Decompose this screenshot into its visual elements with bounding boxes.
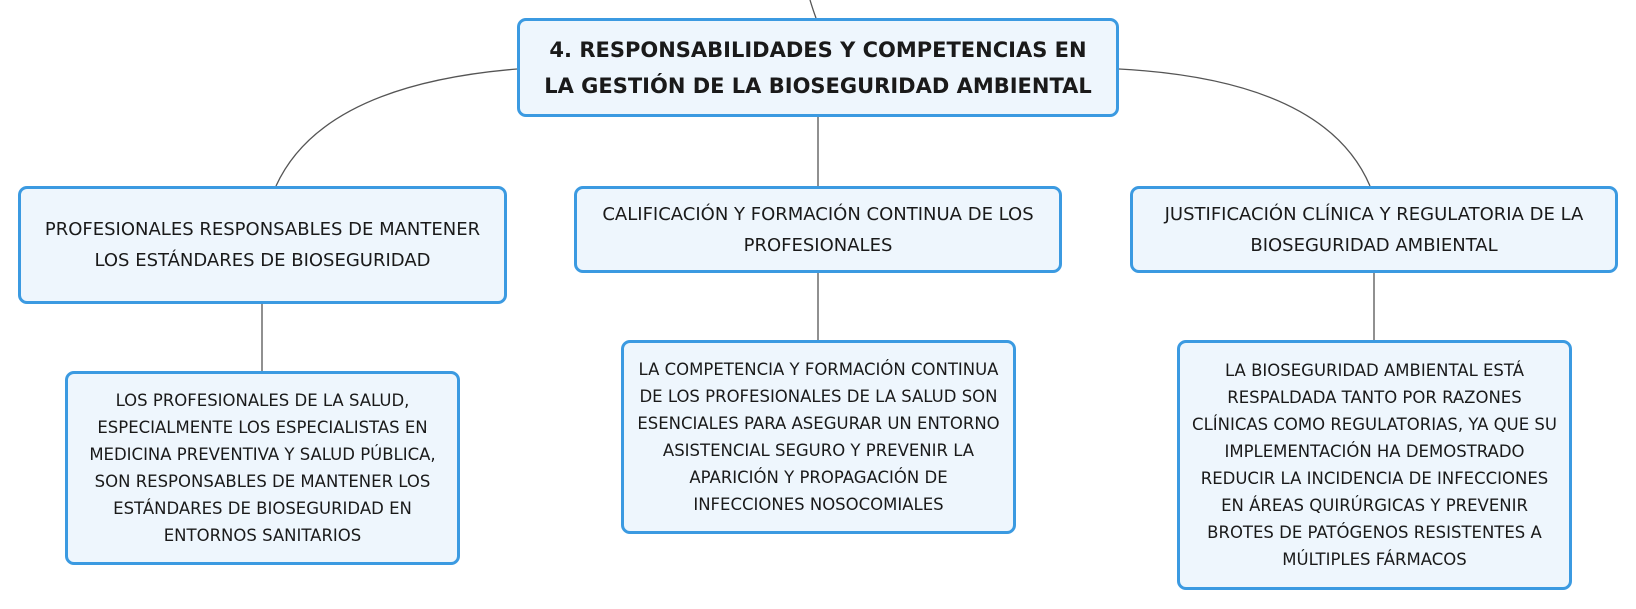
branch-title: PROFESIONALES RESPONSABLES DE MANTENER LOS ESTÁNDARES DE BIOSEGURIDAD bbox=[44, 219, 481, 271]
detail-text: LOS PROFESIONALES DE LA SALUD, ESPECIALMENTE LOS ESPECIALISTAS EN MEDICINA PREVENTIVA Y SALUD PÚBLICA, SON RESPONSABLES DE MANTENER LOS ESTÁNDARES DE BIOSEGURIDAD EN ENTORNOS SANITARIOS bbox=[89, 391, 436, 545]
detail-node-justificacion-clinica[interactable] bbox=[1177, 340, 1572, 590]
detail-text: LA COMPETENCIA Y FORMACIÓN CONTINUA DE LOS PROFESIONALES DE LA SALUD SON ESENCIALES PARA ASEGURAR UN ENTORNO ASISTENCIAL SEGURO Y PREVENIR LA APARICIÓN Y PROPAGACIÓN DE INFECCIONES NOSOCOMIALES bbox=[637, 360, 1000, 514]
root-topic-title: 4. RESPONSABILIDADES Y COMPETENCIAS EN LA GESTIÓN DE LA BIOSEGURIDAD AMBIENTAL bbox=[544, 37, 1092, 98]
detail-node-profesionales-responsables[interactable] bbox=[65, 371, 460, 565]
branch-node-calificacion-formacion[interactable] bbox=[574, 186, 1062, 273]
root-topic-node[interactable] bbox=[517, 18, 1119, 117]
branch-node-justificacion-clinica[interactable] bbox=[1130, 186, 1618, 273]
connector-parent-to-root bbox=[810, 0, 816, 18]
branch-title: CALIFICACIÓN Y FORMACIÓN CONTINUA DE LOS PROFESIONALES bbox=[602, 203, 1034, 256]
branch-title: JUSTIFICACIÓN CLÍNICA Y REGULATORIA DE LA BIOSEGURIDAD AMBIENTAL bbox=[1164, 203, 1584, 256]
detail-text: LA BIOSEGURIDAD AMBIENTAL ESTÁ RESPALDADA TANTO POR RAZONES CLÍNICAS COMO REGULATORIAS, YA QUE SU IMPLEMENTACIÓN HA DEMOSTRADO REDUCIR LA INCIDENCIA DE INFECCIONES EN ÁREAS QUIRÚRGICAS Y PREVENIR BROTES DE PATÓGENOS RESISTENTES A MÚLTIPLES FÁRMACOS bbox=[1192, 361, 1557, 569]
detail-node-calificacion-formacion[interactable] bbox=[621, 340, 1016, 534]
connector-root-to-branch-1 bbox=[276, 69, 517, 186]
connector-root-to-branch-3 bbox=[1119, 69, 1370, 186]
branch-node-profesionales-responsables[interactable] bbox=[18, 186, 507, 304]
